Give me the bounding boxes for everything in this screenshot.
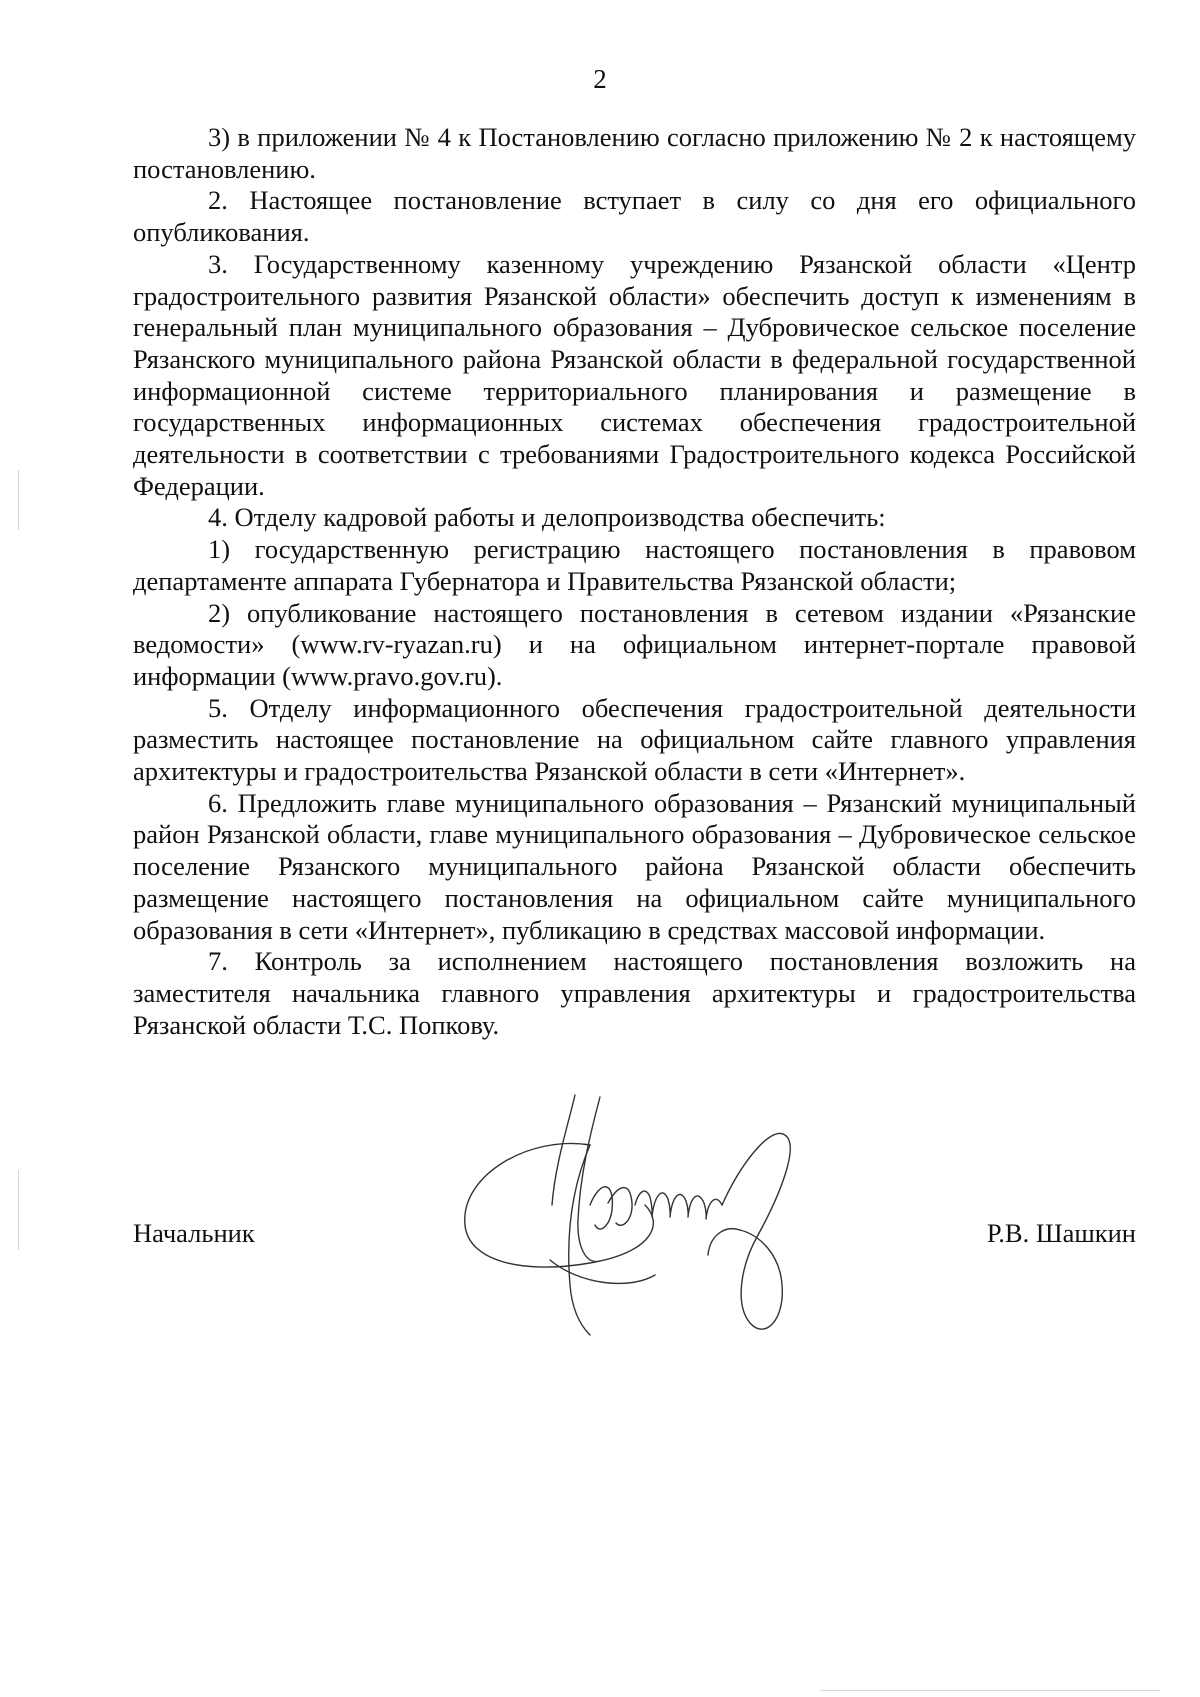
- paragraph-4-1-registration: 1) государственную регистрацию настоящего постановления в правовом департаменте аппарата Губернатора и Правительства Рязанской области;: [133, 534, 1136, 596]
- handwritten-signature: [440, 1085, 870, 1345]
- paragraph-3-access-provision: 3. Государственному казенному учреждению Рязанской области «Центр градостроительного развития Рязанской области» обеспечить доступ к изменениям в генеральный план муниципального образования – Дубровическое сельское поселение Рязанского муниципального района Рязанской области в федеральной государственной информационной системе территориального планирования и размещение в государственных информационных системах обеспечения градостроительной деятельности в соответствии с требованиями Градостроительного кодекса Российской Федерации.: [133, 248, 1136, 501]
- scan-edge-left-top: [18, 470, 19, 530]
- paragraph-7-control: 7. Контроль за исполнением настоящего постановления возложить на заместителя начальника главного управления архитектуры и градостроительства Рязанской области Т.С. Попкову.: [133, 946, 1136, 1040]
- paragraph-3-appendix-4: 3) в приложении № 4 к Постановлению согласно приложению № 2 к настоящему постановлению.: [133, 122, 1136, 184]
- paragraph-5-website-posting: 5. Отделу информационного обеспечения градостроительной деятельности разместить настоящее постановление на официальном сайте главного управления архитектуры и градостроительства Рязанской области в сети «Интернет».: [133, 692, 1136, 787]
- paragraph-6-municipal-proposal: 6. Предложить главе муниципального образования – Рязанский муниципальный район Рязанской области, главе муниципального образования – Дубровическое сельское поселение Рязанского муниципального района Рязанской области обеспечить размещение настоящего постановления на официальном сайте муниципального образования в сети «Интернет», публикацию в средствах массовой информации.: [133, 787, 1136, 945]
- scan-edge-bottom: [820, 1690, 1160, 1691]
- signatory-name: Р.В. Шашкин: [986, 1218, 1136, 1248]
- paragraph-2-entry-into-force: 2. Настоящее постановление вступает в силу со дня его официального опубликования.: [133, 185, 1136, 248]
- signatory-title: Начальник: [133, 1218, 255, 1248]
- paragraph-4-department-duties: 4. Отделу кадровой работы и делопроизводства обеспечить:: [208, 502, 886, 533]
- document-body: [133, 122, 1136, 1041]
- page-number: 2: [593, 64, 607, 94]
- paragraph-4-2-publication: 2) опубликование настоящего постановления в сетевом издании «Рязанские ведомости» (www.rv-ryazan.ru) и на официальном интернет-портале правовой информации (www.pravo.gov.ru).: [133, 597, 1136, 691]
- scan-edge-left-bottom: [18, 1170, 19, 1250]
